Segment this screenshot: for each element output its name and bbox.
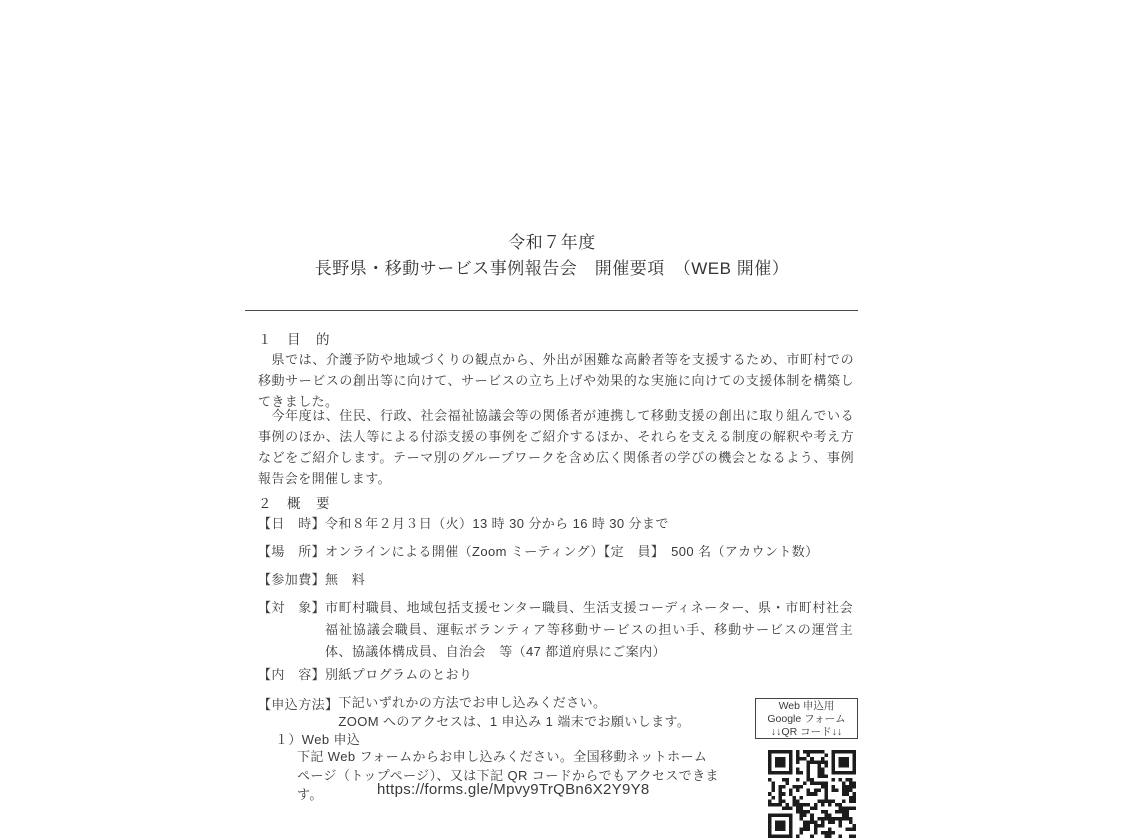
apply-method-line-1: 下記いずれかの方法でお申し込みください。 [338,695,607,710]
overview-place-capacity-line: 【場 所】オンラインによる開催（Zoom ミーティング）【定 員】 500 名（アカウント数） [258,544,819,559]
overview-fee-line: 【参加費】無 料 [258,572,366,587]
apply-method-line-2: ZOOM へのアクセスは、1 申込み 1 端末でお願いします。 [338,713,691,729]
purpose-paragraph-1: 県では、介護予防や地域づくりの観点から、外出が困難な高齢者等を支援するため、市町村での移動サービスの創出等に向けて、サービスの立ち上げや効果的な実施に向けての支援体制を構築してきました。 [258,352,854,409]
title-divider-rule [245,310,858,311]
apply-method-label: 【申込方法】 [258,697,339,712]
overview-content-line: 【内 容】別紙プログラムのとおり [258,667,473,682]
qr-note-line-2: Google フォーム [767,713,846,725]
title-line-2: 長野県・移動サービス事例報告会 開催要項 （WEB 開催） [314,259,790,278]
section-purpose-heading: １ 目 的 [258,332,331,347]
title-line-1: 令和７年度 [508,233,596,252]
document-title [245,230,859,282]
purpose-paragraph-2: 今年度は、住民、行政、社会福祉協議会等の関係者が連携して移動支援の創出に取り組んでいる事例のほか、法人等による付添支援の事例をご紹介するほか、それらを支える制度の解釈や考え方などをご紹介します。テーマ別のグループワークを含め広く関係者の学びの機会となるよう、事例報告会を開催します。 [258,408,854,486]
qr-note-box [755,698,858,739]
qr-note-line-1: Web 申込用 [778,700,835,712]
qr-note-line-3: ↓↓QR コード↓↓ [770,726,843,738]
apply-method-text [338,694,690,731]
overview-datetime-line: 【日 時】令和８年２月３日（火）13 時 30 分から 16 時 30 分まで [258,516,669,531]
google-form-url[interactable]: https://forms.gle/Mpvy9TrQBn6X2Y9Y8 [377,781,650,798]
overview-target-text: 市町村職員、地域包括支援センター職員、生活支援コーディネーター、県・市町村社会福祉協議会職員、運転ボランティア等移動サービスの担い手、移動サービスの運営主体、協議体構成員、自治会 等（47 都道府県にご案内） [325,600,854,659]
qr-code [768,750,856,838]
overview-target-row [258,597,853,663]
web-apply-heading: １）Web 申込 [275,732,361,747]
apply-method-row [258,694,690,731]
section-overview-heading: ２ 概 要 [258,496,331,511]
overview-target-label: 【対 象】 [258,600,326,615]
web-apply-line-2: ページ（トップページ）、又は下記 QR コードからでもアクセスできます。 [297,768,719,802]
web-apply-line-1: 下記 Web フォームからお申し込みください。全国移動ネットホーム [297,749,708,764]
